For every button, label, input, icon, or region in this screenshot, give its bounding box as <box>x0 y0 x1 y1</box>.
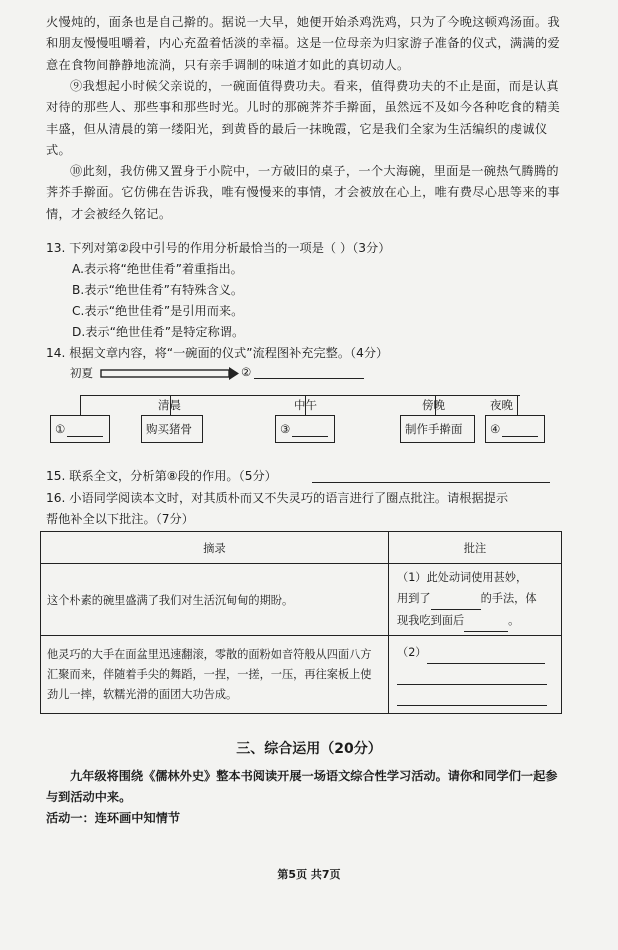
section-3-title: 三、综合运用（20分） <box>236 741 382 757</box>
row-1-note-blank-1[interactable] <box>431 588 481 610</box>
question-15-stem: 15. 联系全文，分析第⑧段的作用。（5分） <box>46 469 277 483</box>
stage-evening: 傍晚 <box>422 398 445 412</box>
page-footer: 第5页 共7页 <box>277 868 341 881</box>
flowchart-box-4-label: 制作手擀面 <box>405 422 463 436</box>
flowchart-box-5-blank[interactable] <box>502 422 538 437</box>
question-16-stem-line-1: 16. 小语同学阅读本文时，对其质朴而又不失灵巧的语言进行了圈点批注。请根据提示 <box>46 491 509 505</box>
table-header-note: 批注 <box>389 532 562 564</box>
activity-1-title: 活动一：连环画中知情节 <box>46 811 181 825</box>
table-row <box>41 636 562 714</box>
flowchart-blank-2-line[interactable] <box>254 378 364 379</box>
question-13-option-d: D.表示“绝世佳肴”是特定称谓。 <box>72 325 245 339</box>
flowchart-box-1[interactable] <box>50 415 110 443</box>
row-2-note <box>389 636 562 714</box>
stage-noon: 中午 <box>294 398 317 412</box>
row-1-note-line-c: 的手法，体 <box>480 592 537 605</box>
row-1-note-line-a: （1）此处动词使用甚妙， <box>397 571 528 584</box>
row-2-note-label: （2） <box>397 646 427 659</box>
row-2-excerpt: 他灵巧的大手在面盆里迅速翻滚，零散的面粉如音符般从四面八方汇聚而来，伴随着手尖的舞蹈，一捏，一搓，一压，再往案板上使劲儿一摔，软糯光滑的面团大功告成。 <box>41 636 389 714</box>
stage-morning: 清晨 <box>158 398 181 412</box>
question-13-stem: 13. 下列对第②段中引号的作用分析最恰当的一项是（ ）（3分） <box>46 241 391 255</box>
flowchart-arrow <box>100 366 240 382</box>
row-1-note-line-d: 现我吃到面后 <box>397 614 465 627</box>
row-1-note-blank-2[interactable] <box>464 610 508 632</box>
question-16-stem-line-2: 帮他补全以下批注。（7分） <box>46 512 194 526</box>
flowchart-box-4 <box>400 415 475 443</box>
annotation-table <box>40 531 562 714</box>
table-header-excerpt: 摘录 <box>41 532 389 564</box>
flowchart-box-3[interactable] <box>275 415 335 443</box>
question-15-answer-line[interactable] <box>312 482 550 483</box>
passage-paragraph-1: 火慢炖的，面条也是自己擀的。据说一大早，她便开始杀鸡洗鸡，只为了今晚这顿鸡汤面。我和朋友慢慢咀嚼着，内心充盈着恬淡的幸福。这是一位母亲为归家游子准备的仪式，满满的爱意在食物间静静地流淌，只有亲手调制的味道才如此的真切动人。 <box>46 15 561 72</box>
stage-night: 夜晚 <box>490 398 513 412</box>
flowchart-start-label: 初夏 <box>70 366 93 380</box>
flowchart-box-5[interactable] <box>485 415 545 443</box>
question-14-stem: 14. 根据文章内容，将“一碗面的仪式”流程图补充完整。（4分） <box>46 346 389 360</box>
flowchart-box-3-label: ③ <box>280 422 291 436</box>
flowchart-box-3-blank[interactable] <box>292 422 328 437</box>
question-13-option-a: A.表示将“绝世佳肴”着重指出。 <box>72 262 243 276</box>
row-1-note <box>389 564 562 636</box>
table-row <box>41 564 562 636</box>
row-1-note-line-e: 。 <box>508 614 520 627</box>
passage-paragraph-9: ⑨我想起小时候父亲说的，一碗面值得费功夫。看来，值得费功夫的不止是面，而是认真对待的那些人、那些事和那些时光。儿时的那碗荠芥手擀面，虽然远不及如今各种吃食的精美丰盛，但从清晨的第一缕阳光，到黄昏的最后一抹晚霞，它是我们全家为生活编织的虔诚仪式。 <box>46 79 561 157</box>
section-3-intro: 九年级将围绕《儒林外史》整本书阅读开展一场语文综合性学习活动。请你和同学们一起参与到活动中来。 <box>46 769 558 804</box>
flowchart-box-5-label: ④ <box>490 422 501 436</box>
flowchart-drop-5 <box>517 395 518 415</box>
flowchart-blank-2-label: ② <box>241 365 252 379</box>
flowchart-box-2 <box>141 415 203 443</box>
flowchart-box-2-label: 购买猪骨 <box>146 422 192 436</box>
flowchart-box-1-label: ① <box>55 422 66 436</box>
row-1-note-line-b: 用到了 <box>397 592 431 605</box>
row-1-excerpt: 这个朴素的碗里盛满了我们对生活沉甸甸的期盼。 <box>41 564 389 636</box>
row-2-note-blank-3[interactable] <box>397 685 547 706</box>
passage-paragraph-10: ⑩此刻，我仿佛又置身于小院中，一方破旧的桌子，一个大海碗，里面是一碗热气腾腾的荠芥手擀面。它仿佛在告诉我，唯有慢慢来的事情，才会被放在心上，唯有费尽心思等来的事情，才会被经久铭记。 <box>46 164 561 221</box>
flowchart-drop-1 <box>80 395 81 415</box>
question-13-option-b: B.表示“绝世佳肴”有特殊含义。 <box>72 283 244 297</box>
flowchart-box-1-blank[interactable] <box>67 422 103 437</box>
row-2-note-blank-2[interactable] <box>397 664 547 685</box>
row-2-note-blank-1[interactable] <box>427 643 545 664</box>
question-13-option-c: C.表示“绝世佳肴”是引用而来。 <box>72 304 244 318</box>
